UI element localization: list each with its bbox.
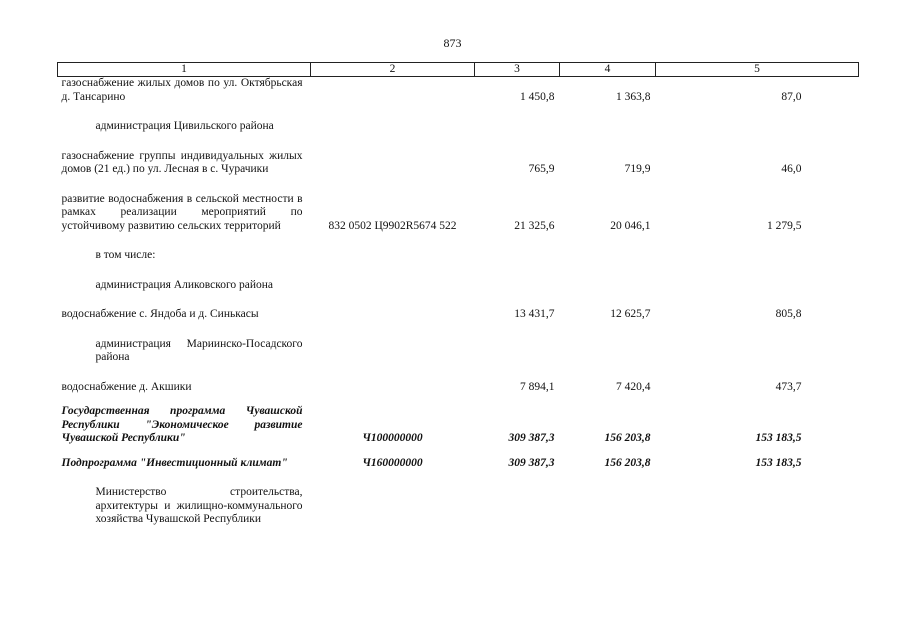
row-value-col4 bbox=[560, 279, 656, 293]
row-value-col5 bbox=[656, 486, 859, 527]
page-number: 873 bbox=[443, 36, 462, 50]
row-code-cell: Ч160000000 bbox=[362, 456, 423, 469]
table-row bbox=[58, 193, 859, 234]
row-value-col5 bbox=[656, 338, 859, 365]
row-value-col3 bbox=[475, 279, 560, 293]
row-value-col3: 1 450,8 bbox=[520, 90, 555, 103]
row-value-col3: 309 387,3 bbox=[508, 432, 555, 444]
row-name-cell: администрация Мариинско-Посадского района bbox=[95, 337, 303, 363]
row-code-cell bbox=[311, 338, 475, 365]
row-value-col3: 765,9 bbox=[528, 163, 555, 175]
row-spacer bbox=[58, 263, 859, 279]
row-name-cell: Государственная программа Чувашской Республики "Экономическое развитие Чувашской Республики" bbox=[61, 405, 303, 444]
row-spacer bbox=[58, 177, 859, 193]
spacer-cell bbox=[58, 177, 859, 193]
spacer-cell bbox=[58, 322, 859, 338]
row-value-col4: 156 203,8 bbox=[604, 456, 651, 469]
spacer-cell bbox=[58, 104, 859, 120]
row-name-cell: в том числе: bbox=[95, 249, 156, 261]
row-value-col5: 87,0 bbox=[781, 90, 802, 103]
column-header-4: 4 bbox=[560, 63, 656, 77]
row-value-col5: 473,7 bbox=[775, 380, 802, 393]
table-row bbox=[58, 150, 859, 177]
column-header-3: 3 bbox=[475, 63, 560, 77]
row-spacer bbox=[58, 394, 859, 405]
spacer-cell bbox=[58, 470, 859, 486]
row-value-col4: 719,9 bbox=[624, 163, 651, 175]
table-row bbox=[58, 308, 859, 322]
row-value-col5: 153 183,5 bbox=[755, 432, 802, 444]
table-row bbox=[58, 249, 859, 263]
column-header-1: 1 bbox=[58, 63, 311, 77]
row-name-cell: развитие водоснабжения в сельской местности в рамках реализации мероприятий по устойчивому развитию сельских территорий bbox=[61, 192, 303, 232]
row-code-cell bbox=[311, 249, 475, 263]
row-code-cell bbox=[311, 150, 475, 177]
row-spacer bbox=[58, 134, 859, 150]
column-header-5: 5 bbox=[656, 63, 859, 77]
row-value-col4: 7 420,4 bbox=[616, 380, 651, 393]
row-value-col3: 13 431,7 bbox=[514, 308, 555, 320]
row-value-col4: 156 203,8 bbox=[604, 432, 651, 444]
row-code-cell: Ч100000000 bbox=[362, 432, 423, 444]
row-value-col4: 1 363,8 bbox=[616, 90, 651, 103]
row-name-cell: водоснабжение с. Яндоба и д. Синькасы bbox=[61, 308, 259, 320]
spacer-cell bbox=[58, 365, 859, 381]
row-value-col3: 21 325,6 bbox=[514, 219, 555, 232]
row-value-col4: 20 046,1 bbox=[610, 219, 651, 232]
table-body bbox=[58, 77, 859, 527]
budget-table bbox=[57, 62, 859, 527]
spacer-cell bbox=[58, 394, 859, 405]
row-value-col5: 46,0 bbox=[781, 163, 802, 175]
row-value-col4 bbox=[560, 338, 656, 365]
row-name-cell: водоснабжение д. Акшики bbox=[61, 380, 192, 393]
row-value-col4 bbox=[560, 120, 656, 134]
spacer-cell bbox=[58, 446, 859, 457]
row-value-col3: 7 894,1 bbox=[520, 380, 555, 393]
row-value-col4: 12 625,7 bbox=[610, 308, 651, 320]
row-value-col4 bbox=[560, 249, 656, 263]
row-spacer bbox=[58, 470, 859, 486]
table-row bbox=[58, 338, 859, 365]
column-header-2: 2 bbox=[311, 63, 475, 77]
spacer-cell bbox=[58, 134, 859, 150]
row-value-col5 bbox=[656, 249, 859, 263]
row-value-col3: 309 387,3 bbox=[508, 456, 555, 469]
table-header bbox=[58, 63, 859, 77]
row-code-cell bbox=[311, 279, 475, 293]
row-code-cell bbox=[311, 486, 475, 527]
row-spacer bbox=[58, 322, 859, 338]
spacer-cell bbox=[58, 292, 859, 308]
spacer-cell bbox=[58, 233, 859, 249]
spacer-cell bbox=[58, 263, 859, 279]
row-value-col5 bbox=[656, 279, 859, 293]
table-row bbox=[58, 279, 859, 293]
row-name-cell: Подпрограмма "Инвестиционный климат" bbox=[61, 456, 288, 469]
table-row bbox=[58, 457, 859, 471]
row-code-cell bbox=[311, 381, 475, 395]
row-value-col4 bbox=[560, 486, 656, 527]
row-value-col3 bbox=[475, 486, 560, 527]
row-spacer bbox=[58, 365, 859, 381]
row-value-col5: 153 183,5 bbox=[755, 456, 802, 469]
row-code-cell bbox=[311, 308, 475, 322]
row-spacer bbox=[58, 104, 859, 120]
table-row bbox=[58, 381, 859, 395]
row-code-cell bbox=[311, 77, 475, 105]
row-name-cell: газоснабжение группы индивидуальных жилых домов (21 ед.) по ул. Лесная в с. Чурачики bbox=[61, 149, 303, 175]
row-value-col3 bbox=[475, 120, 560, 134]
row-name-cell: администрация Цивильского района bbox=[95, 120, 274, 132]
table-row bbox=[58, 77, 859, 105]
row-value-col5: 1 279,5 bbox=[767, 219, 802, 232]
row-name-cell: администрация Аликовского района bbox=[95, 278, 274, 291]
row-name-cell: Министерство строительства, архитектуры и жилищно-коммунального хозяйства Чувашской Республики bbox=[95, 486, 303, 525]
row-value-col5: 805,8 bbox=[775, 308, 802, 320]
row-code-cell bbox=[311, 120, 475, 134]
table-row bbox=[58, 405, 859, 446]
row-value-col3 bbox=[475, 338, 560, 365]
row-spacer bbox=[58, 446, 859, 457]
row-code-cell: 832 0502 Ц9902R5674 522 bbox=[328, 219, 457, 232]
row-name-cell: газоснабжение жилых домов по ул. Октябрьская д. Тансарино bbox=[61, 77, 303, 103]
row-value-col5 bbox=[656, 120, 859, 134]
row-spacer bbox=[58, 233, 859, 249]
table-row bbox=[58, 120, 859, 134]
row-spacer bbox=[58, 292, 859, 308]
table-row bbox=[58, 486, 859, 527]
row-value-col3 bbox=[475, 249, 560, 263]
